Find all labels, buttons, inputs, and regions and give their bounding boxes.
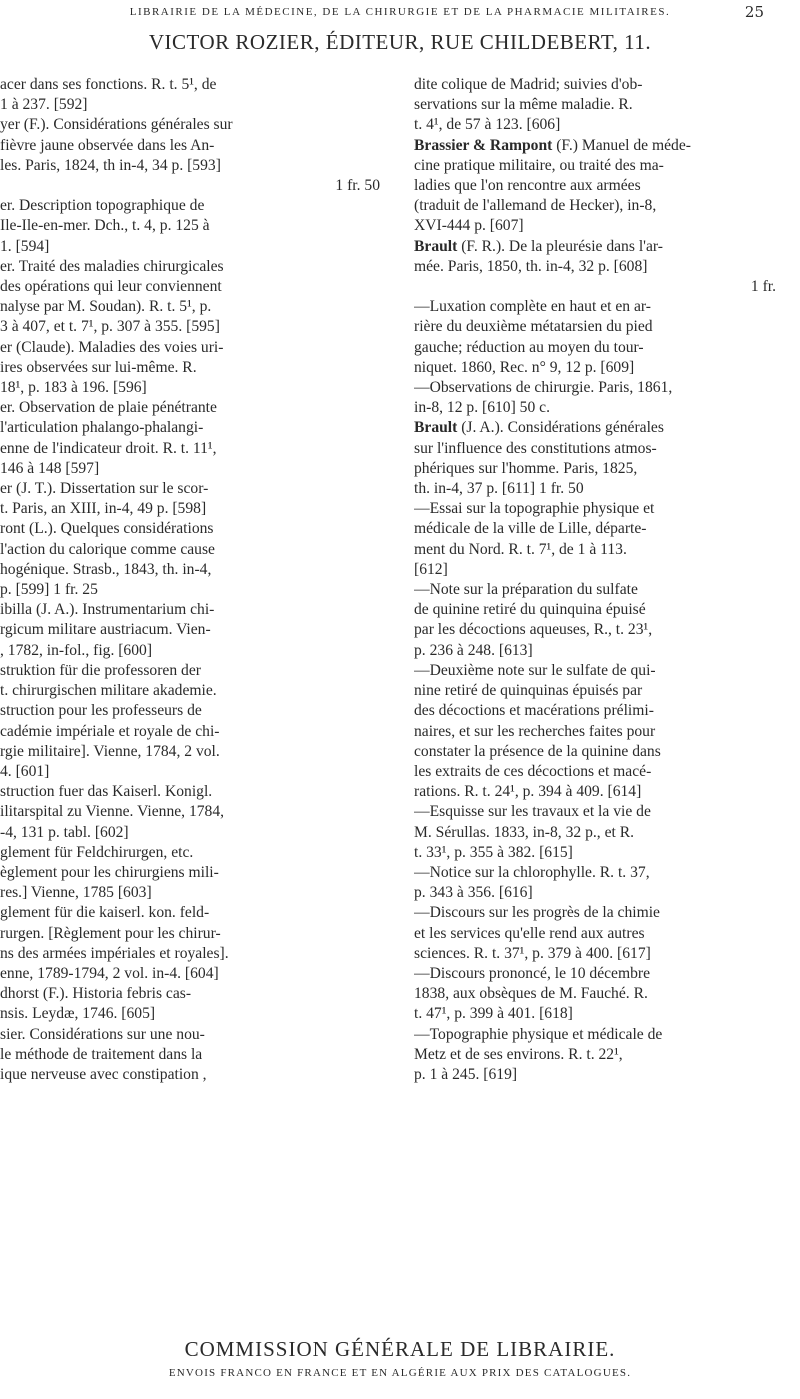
catalog-line: sur l'influence des constitutions atmos- — [414, 439, 657, 457]
catalog-line: struktion für die professoren der — [0, 661, 201, 679]
catalog-line: constater la présence de la quinine dans — [414, 742, 661, 760]
catalog-line: struction fuer das Kaiserl. Konigl. — [0, 783, 213, 801]
catalog-line: er. Observation de plaie pénétrante — [0, 399, 217, 417]
catalog-line: p. 236 à 248. [613] — [414, 641, 533, 659]
catalog-line: er. Traité des maladies chirurgicales — [0, 257, 224, 275]
catalog-line: rations. R. t. 24¹, p. 394 à 409. [614] — [414, 783, 642, 801]
catalog-line: —Deuxième note sur le sulfate de qui- — [414, 661, 656, 679]
catalog-line: médicale de la ville de Lille, départe- — [414, 520, 647, 538]
catalog-line: acer dans ses fonctions. R. t. 5¹, de — [0, 76, 217, 93]
catalog-line: rgie militaire]. Vienne, 1784, 2 vol. — [0, 742, 220, 760]
catalog-line: enne, 1789-1794, 2 vol. in-4. [604] — [0, 964, 219, 982]
catalog-line: -4, 131 p. tabl. [602] — [0, 823, 129, 841]
catalog-line: p. [599] 1 fr. 25 — [0, 581, 98, 599]
catalog-line: sciences. R. t. 37¹, p. 379 à 400. [617] — [414, 944, 651, 962]
catalog-line: —Luxation complète en haut et en ar- — [414, 298, 651, 316]
catalog-line: nalyse par M. Soudan). R. t. 5¹, p. — [0, 298, 212, 316]
catalog-line: t. 47¹, p. 399 à 401. [618] — [414, 1005, 573, 1023]
catalog-line: t. 33¹, p. 355 à 382. [615] — [414, 843, 573, 861]
catalog-line: (traduit de l'allemand de Hecker), in-8, — [414, 197, 657, 215]
catalog-line: cine pratique militaire, ou traité des ma- — [414, 156, 664, 174]
catalog-line: enne de l'indicateur droit. R. t. 11¹, — [0, 439, 217, 457]
catalog-line: de quinine retiré du quinquina épuisé — [414, 601, 646, 619]
footer-title: COMMISSION GÉNÉRALE DE LIBRAIRIE. — [184, 1337, 616, 1361]
catalog-line: —Essai sur la topographie physique et — [414, 500, 655, 518]
catalog-line: ilitarspital zu Vienne. Vienne, 1784, — [0, 803, 225, 821]
catalog-line: —Note sur la préparation du sulfate — [414, 581, 638, 599]
catalog-line: cadémie impériale et royale de chi- — [0, 722, 220, 740]
catalog-line: p. 1 à 245. [619] — [414, 1065, 518, 1083]
left-column — [0, 75, 392, 1085]
catalog-line: er (J. T.). Dissertation sur le scor- — [0, 480, 209, 498]
catalog-line: 1838, aux obsèques de M. Fauché. R. — [414, 985, 648, 1003]
catalog-line: res.] Vienne, 1785 [603] — [0, 884, 152, 902]
catalog-line: t. Paris, an XIII, in-4, 49 p. [598] — [0, 500, 207, 518]
catalog-line: nsis. Leydæ, 1746. [605] — [0, 1005, 156, 1023]
catalog-line: p. 343 à 356. [616] — [414, 884, 533, 902]
catalog-line: dite colique de Madrid; suivies d'ob- — [414, 76, 643, 93]
catalog-line: l'articulation phalango-phalangi- — [0, 419, 204, 437]
catalog-line: des opérations qui leur conviennent — [0, 278, 222, 296]
catalog-line: —Discours prononcé, le 10 décembre — [414, 964, 650, 982]
catalog-line: 1 fr. 50 — [335, 177, 380, 195]
catalog-line: les. Paris, 1824, th in-4, 34 p. [593] — [0, 156, 221, 174]
catalog-line: rière du deuxième métatarsien du pied — [414, 318, 653, 336]
catalog-line: , 1782, in-fol., fig. [600] — [0, 641, 153, 659]
catalog-line: Ile-Ile-en-mer. Dch., t. 4, p. 125 à — [0, 217, 210, 235]
catalog-line: Brault (F. R.). De la pleurésie dans l'ar- — [414, 237, 663, 255]
catalog-line: ns des armées impériales et royales]. — [0, 944, 229, 962]
catalog-line: gauche; réduction au moyen du tour- — [414, 338, 644, 356]
catalog-line: les extraits de ces décoctions et macé- — [414, 762, 652, 780]
catalog-line: phériques sur l'homme. Paris, 1825, — [414, 459, 638, 477]
catalog-line: hogénique. Strasb., 1843, th. in-4, — [0, 560, 212, 578]
catalog-line: er. Description topographique de — [0, 197, 205, 215]
catalog-line: M. Sérullas. 1833, in-8, 32 p., et R. — [414, 823, 635, 841]
catalog-line: l'action du calorique comme cause — [0, 540, 215, 558]
catalog-line: fièvre jaune observée dans les An- — [0, 136, 215, 154]
catalog-line: niquet. 1860, Rec. n° 9, 12 p. [609] — [414, 358, 635, 376]
catalog-line: t. chirurgischen militare akademie. — [0, 682, 217, 700]
catalog-line: —Esquisse sur les travaux et la vie de — [414, 803, 651, 821]
catalog-line: nine retiré de quinquinas épuisés par — [414, 682, 643, 700]
catalog-line: 1. [594] — [0, 237, 50, 255]
catalog-line: ront (L.). Quelques considérations — [0, 520, 214, 538]
catalog-line: Brault (J. A.). Considérations générales — [414, 419, 664, 437]
catalog-line: 1 fr. — [750, 278, 776, 296]
catalog-line: XVI-444 p. [607] — [414, 217, 524, 235]
catalog-line: naires, et sur les recherches faites pour — [414, 722, 656, 740]
catalog-line: servations sur la même maladie. R. — [414, 96, 633, 114]
catalog-line: ladies que l'on rencontre aux armées — [414, 177, 641, 195]
catalog-line: in-8, 12 p. [610] 50 c. — [414, 399, 550, 417]
catalog-line: Metz et de ses environs. R. t. 22¹, — [414, 1045, 623, 1063]
catalog-line: ires observées sur lui-même. R. — [0, 358, 197, 376]
catalog-line: t. 4¹, de 57 à 123. [606] — [414, 116, 561, 134]
running-head: LIBRAIRIE DE LA MÉDECINE, DE LA CHIRURGIE ET DE LA PHARMACIE MILITAIRES. — [129, 6, 671, 18]
catalog-line: èglement pour les chirurgiens mili- — [0, 863, 219, 881]
catalog-line: Brassier & Rampont (F.) Manuel de méde- — [414, 136, 691, 154]
catalog-line: des décoctions et macérations prélimi- — [414, 702, 654, 720]
publisher-line: VICTOR ROZIER, ÉDITEUR, RUE CHILDEBERT, 11. — [148, 30, 652, 54]
catalog-line: ique nerveuse avec constipation , — [0, 1065, 207, 1083]
catalog-line: par les décoctions aqueuses, R., t. 23¹, — [414, 621, 653, 639]
catalog-line: et les services qu'elle rend aux autres — [414, 924, 645, 942]
catalog-line: th. in-4, 37 p. [611] 1 fr. 50 — [414, 480, 584, 498]
catalog-line: dhorst (F.). Historia febris cas- — [0, 985, 192, 1003]
catalog-line: —Observations de chirurgie. Paris, 1861, — [414, 379, 673, 397]
catalog-line: mée. Paris, 1850, th. in-4, 32 p. [608] — [414, 257, 648, 275]
page-number: 25 — [744, 3, 764, 21]
catalog-line: rurgen. [Règlement pour les chirur- — [0, 924, 221, 942]
footer-note: ENVOIS FRANCO EN FRANCE ET EN ALGÉRIE AUX PRIX DES CATALOGUES. — [168, 1367, 632, 1379]
catalog-line: struction pour les professeurs de — [0, 702, 202, 720]
catalog-line: 3 à 407, et t. 7¹, p. 307 à 355. [595] — [0, 318, 220, 336]
catalog-line: 1 à 237. [592] — [0, 96, 88, 114]
catalog-line: ment du Nord. R. t. 7¹, de 1 à 113. — [414, 540, 627, 558]
catalog-line: 4. [601] — [0, 762, 50, 780]
catalog-line: [612] — [414, 560, 448, 578]
catalog-line: glement für Feldchirurgen, etc. — [0, 843, 194, 861]
catalog-line: rgicum militare austriacum. Vien- — [0, 621, 211, 639]
catalog-line: glement für die kaiserl. kon. feld- — [0, 904, 210, 922]
catalog-line: er (Claude). Maladies des voies uri- — [0, 338, 224, 356]
catalog-line: sier. Considérations sur une nou- — [0, 1025, 205, 1043]
catalog-line: —Notice sur la chlorophylle. R. t. 37, — [414, 863, 650, 881]
catalog-line: le méthode de traitement dans la — [0, 1045, 203, 1063]
catalog-line: —Topographie physique et médicale de — [414, 1025, 663, 1043]
catalog-line: —Discours sur les progrès de la chimie — [414, 904, 660, 922]
right-column — [414, 75, 788, 1085]
catalog-line: 18¹, p. 183 à 196. [596] — [0, 379, 147, 397]
catalog-line: 146 à 148 [597] — [0, 459, 100, 477]
catalog-line: ibilla (J. A.). Instrumentarium chi- — [0, 601, 215, 619]
catalog-line: yer (F.). Considérations générales sur — [0, 116, 233, 134]
